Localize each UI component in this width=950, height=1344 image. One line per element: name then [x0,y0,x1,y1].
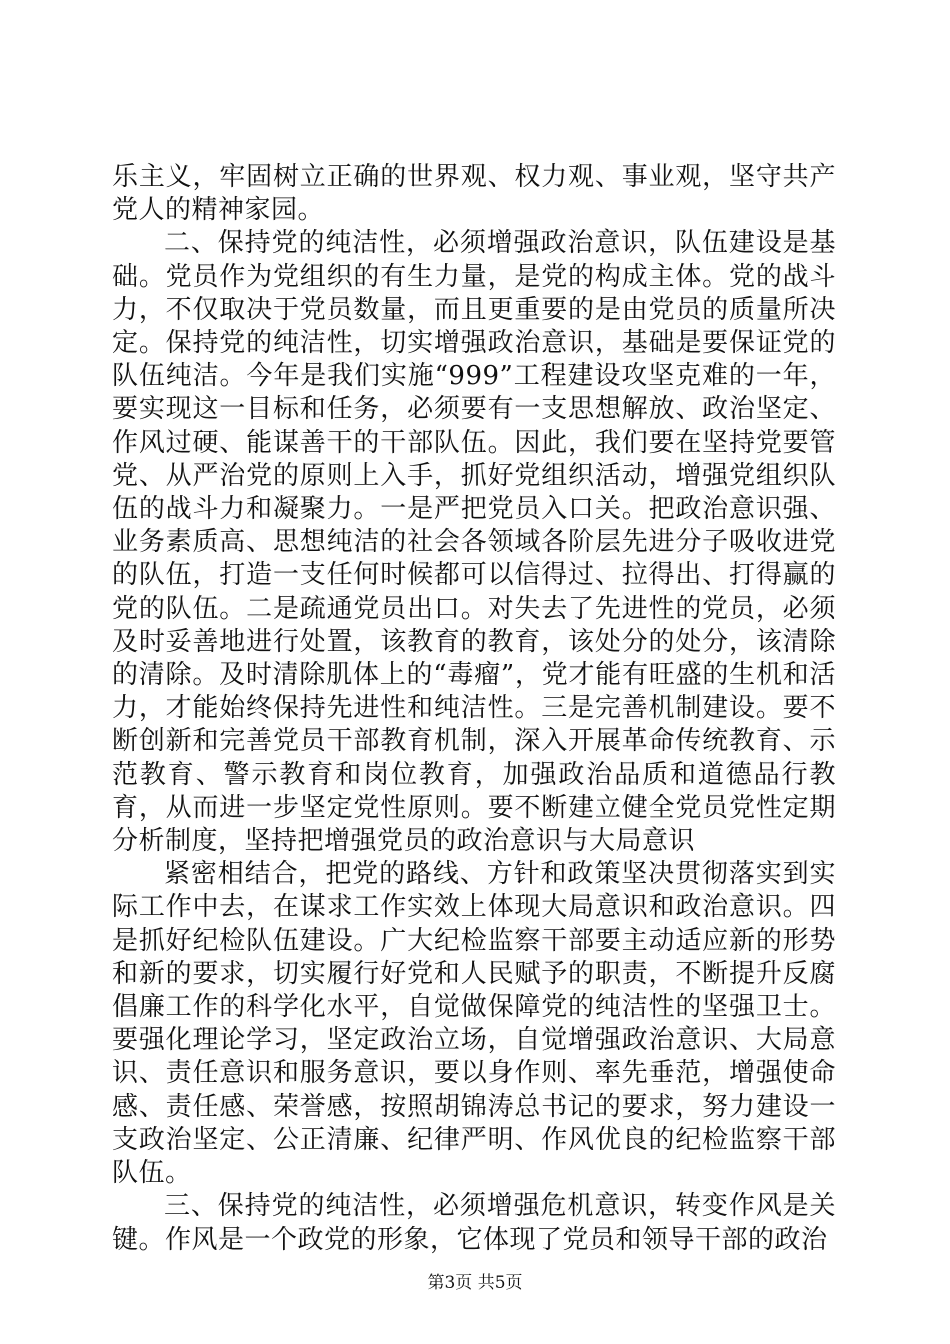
document-body [112,161,836,1257]
paragraph-section-two-continued: 紧密相结合，把党的路线、方针和政策坚决贯彻落实到实际工作中去，在谋求工作实效上体现大局意识和政治意识。四是抓好纪检队伍建设。广大纪检监察干部要主动适应新的形势和新的要求，切实履行好党和人民赋予的职责，不断提升反腐倡廉工作的科学化水平，自觉做保障党的纯洁性的坚强卫士。要强化理论学习，坚定政治立场，自觉增强政治意识、大局意识、责任意识和服务意识，要以身作则、率先垂范，增强使命感、责任感、荣誉感，按照胡锦涛总书记的要求，努力建设一支政治坚定、公正清廉、纪律严明、作风优良的纪检监察干部队伍。 [112,859,836,1189]
paragraph-section-two: 二、保持党的纯洁性，必须增强政治意识，队伍建设是基础。党员作为党组织的有生力量，是党的构成主体。党的战斗力，不仅取决于党员数量，而且更重要的是由党员的质量所决定。保持党的纯洁性，切实增强政治意识，基础是要保证党的队伍纯洁。今年是我们实施“999”工程建设攻坚克难的一年，要实现这一目标和任务，必须要有一支思想解放、政治坚定、作风过硬、能谋善干的干部队伍。因此，我们要在坚持党要管党、从严治党的原则上入手，抓好党组织活动，增强党组织队伍的战斗力和凝聚力。一是严把党员入口关。把政治意识强、业务素质高、思想纯洁的社会各领域各阶层先进分子吸收进党的队伍，打造一支任何时候都可以信得过、拉得出、打得赢的党的队伍。二是疏通党员出口。对失去了先进性的党员，必须及时妥善地进行处置，该教育的教育，该处分的处分，该清除的清除。及时清除肌体上的“毒瘤”，党才能有旺盛的生机和活力，才能始终保持先进性和纯洁性。三是完善机制建设。要不断创新和完善党员干部教育机制，深入开展革命传统教育、示范教育、警示教育和岗位教育，加强政治品质和道德品行教育，从而进一步坚定党性原则。要不断建立健全党员党性定期分析制度，坚持把增强党员的政治意识与大局意识 [112,228,836,857]
paragraph-section-three: 三、保持党的纯洁性，必须增强危机意识，转变作风是关键。作风是一个政党的形象，它体现了党员和领导干部的政治 [112,1191,836,1255]
paragraph-continuation: 乐主义，牢固树立正确的世界观、权力观、事业观，坚守共产党人的精神家园。 [112,162,836,226]
page-number-footer: 第3页 共5页 [427,1273,523,1293]
